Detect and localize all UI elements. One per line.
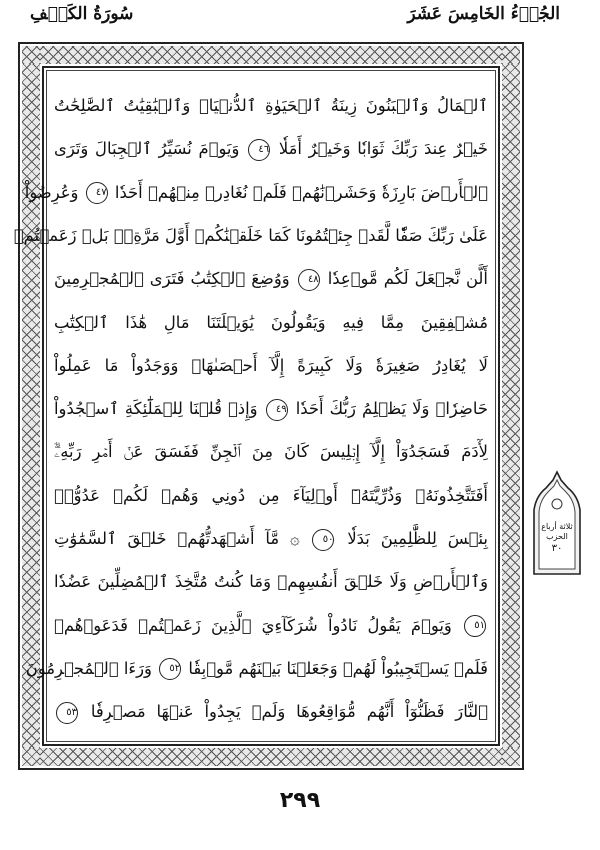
text-line	[54, 387, 488, 430]
ayah-number-marker: ٤٧	[86, 182, 108, 204]
verse-text: ٱلۡأَرۡضَ بَارِزَةٗ وَحَشَرۡنَٰهُمۡ فَلَمۡ نُغَادِرۡ مِنۡهُمۡ أَحَدٗا	[114, 182, 488, 202]
verse-text: حَاضِرٗاۗ وَلَا يَظۡلِمُ رَبُّكَ أَحَدٗا	[295, 399, 488, 419]
verse-text: أَفَتَتَّخِذُونَهُۥ وَذُرِّيَّتَهُۥٓ أَوۡلِيَآءَ مِن دُونِي وَهُمۡ لَكُمۡ عَدُوُّۢۚ	[54, 485, 488, 505]
text-line	[54, 690, 488, 733]
hizb-label	[537, 522, 577, 554]
verse-text: وَوُضِعَ ٱلۡكِتَٰبُ فَتَرَى ٱلۡمُجۡرِمِينَ	[54, 269, 290, 289]
verse-text: وَٱلۡأَرۡضِ وَلَا خَلۡقَ أَنفُسِهِمۡ وَمَا كُنتُ مُتَّخِذَ ٱلۡمُضِلِّينَ عَضُدٗا	[54, 572, 488, 592]
ayah-number-marker: ٥٣	[56, 702, 78, 724]
verse-text: وَإِذۡ قُلۡنَا لِلۡمَلَٰٓئِكَةِ ٱسۡجُدُواْ	[54, 399, 258, 419]
verse-text: فَلَمۡ يَسۡتَجِيبُواْ لَهُمۡ وَجَعَلۡنَا بَيۡنَهُم مَّوۡبِقٗا	[188, 658, 488, 678]
text-line	[54, 257, 488, 300]
verse-text: وَيَوۡمَ نُسَيِّرُ ٱلۡجِبَالَ وَتَرَى	[54, 139, 240, 159]
text-line	[54, 560, 488, 603]
ayah-number-marker: ٤٩	[266, 399, 288, 421]
text-line	[54, 474, 488, 517]
verse-text: عَلَىٰ رَبِّكَ صَفّٗا لَّقَدۡ جِئۡتُمُونَا كَمَا خَلَقۡنَٰكُمۡ أَوَّلَ مَرَّةِۭۚ بَلۡ زَعَمۡتُمۡ	[13, 225, 488, 245]
ayah-number-marker: ٤٦	[248, 139, 270, 161]
text-line	[54, 344, 488, 387]
verse-text: ۞ مَّآ أَشۡهَدتُّهُمۡ خَلۡقَ ٱلسَّمَٰوَٰتِ	[54, 529, 300, 548]
juz-name-header: الجُزۡءُ الخَامِسَ عَشَرَ	[407, 4, 560, 24]
text-line	[54, 430, 488, 473]
surah-name-header: سُورَةُ الكَهۡفِ	[30, 4, 134, 24]
ayah-number-marker: ٥٢	[159, 658, 181, 680]
verse-text: ٱلۡمَالُ وَٱلۡبَنُونَ زِينَةُ ٱلۡحَيَوٰةِ ٱلدُّنۡيَاۖ وَٱلۡبَٰقِيَٰتُ ٱلصَّٰلِحَٰتُ	[54, 96, 488, 115]
verse-text: لَا يُغَادِرُ صَغِيرَةٗ وَلَا كَبِيرَةً إِلَّآ أَحۡصَىٰهَاۚ وَوَجَدُواْ مَا عَمِلُواْ	[54, 355, 488, 375]
hizb-marker	[528, 470, 586, 578]
verse-text: وَيَوۡمَ يَقُولُ نَادُواْ شُرَكَآءِيَ ٱلَّذِينَ زَعَمۡتُمۡ فَدَعَوۡهُمۡ	[54, 615, 452, 635]
text-line	[54, 301, 488, 344]
ayah-number-marker: ٤٨	[298, 269, 320, 291]
text-line	[54, 127, 488, 170]
verse-text: وَرَءَا ٱلۡمُجۡرِمُونَ	[25, 658, 152, 678]
verse-text: أَلَّن نَّجۡعَلَ لَكُم مَّوۡعِدٗا	[327, 269, 488, 289]
ayah-number-marker: ٥١	[464, 615, 486, 637]
text-line	[24, 171, 488, 214]
verse-text: مُشۡفِقِينَ مِمَّا فِيهِ وَيَقُولُونَ يَٰوَيۡلَتَنَا مَالِ هَٰذَا ٱلۡكِتَٰبِ	[54, 312, 488, 332]
verse-text: خَيۡرٌ عِندَ رَبِّكَ ثَوَابٗا وَخَيۡرٌ أَمَلٗا	[278, 139, 488, 159]
verse-text: لِأٓدَمَ فَسَجَدُوٓاْ إِلَّآ إِبۡلِيسَ كَانَ مِنَ ٱلۡجِنِّ فَفَسَقَ عَنۡ أَمۡرِ رَبِّهِۦٓۗ	[54, 442, 488, 462]
verse-text: بِئۡسَ لِلظَّٰلِمِينَ بَدَلٗا	[347, 529, 488, 548]
ayah-number-marker: ٥٠	[312, 529, 334, 551]
text-line	[13, 214, 488, 257]
text-line	[54, 604, 488, 647]
page-number: ٢٩٩	[279, 788, 321, 813]
verse-text: وَعُرِضُواْ	[24, 182, 79, 202]
text-line	[54, 84, 488, 127]
hizb-number: ٣٠	[551, 543, 563, 554]
quran-text-area	[13, 84, 488, 734]
hizb-text: ثلاثة أرباع الحزب	[541, 522, 573, 541]
text-line	[54, 517, 488, 560]
verse-text: ٱلنَّارَ فَظَنُّوٓاْ أَنَّهُم مُّوَاقِعُوهَا وَلَمۡ يَجِدُواْ عَنۡهَا مَصۡرِفٗا	[90, 702, 488, 722]
text-line	[25, 647, 488, 690]
